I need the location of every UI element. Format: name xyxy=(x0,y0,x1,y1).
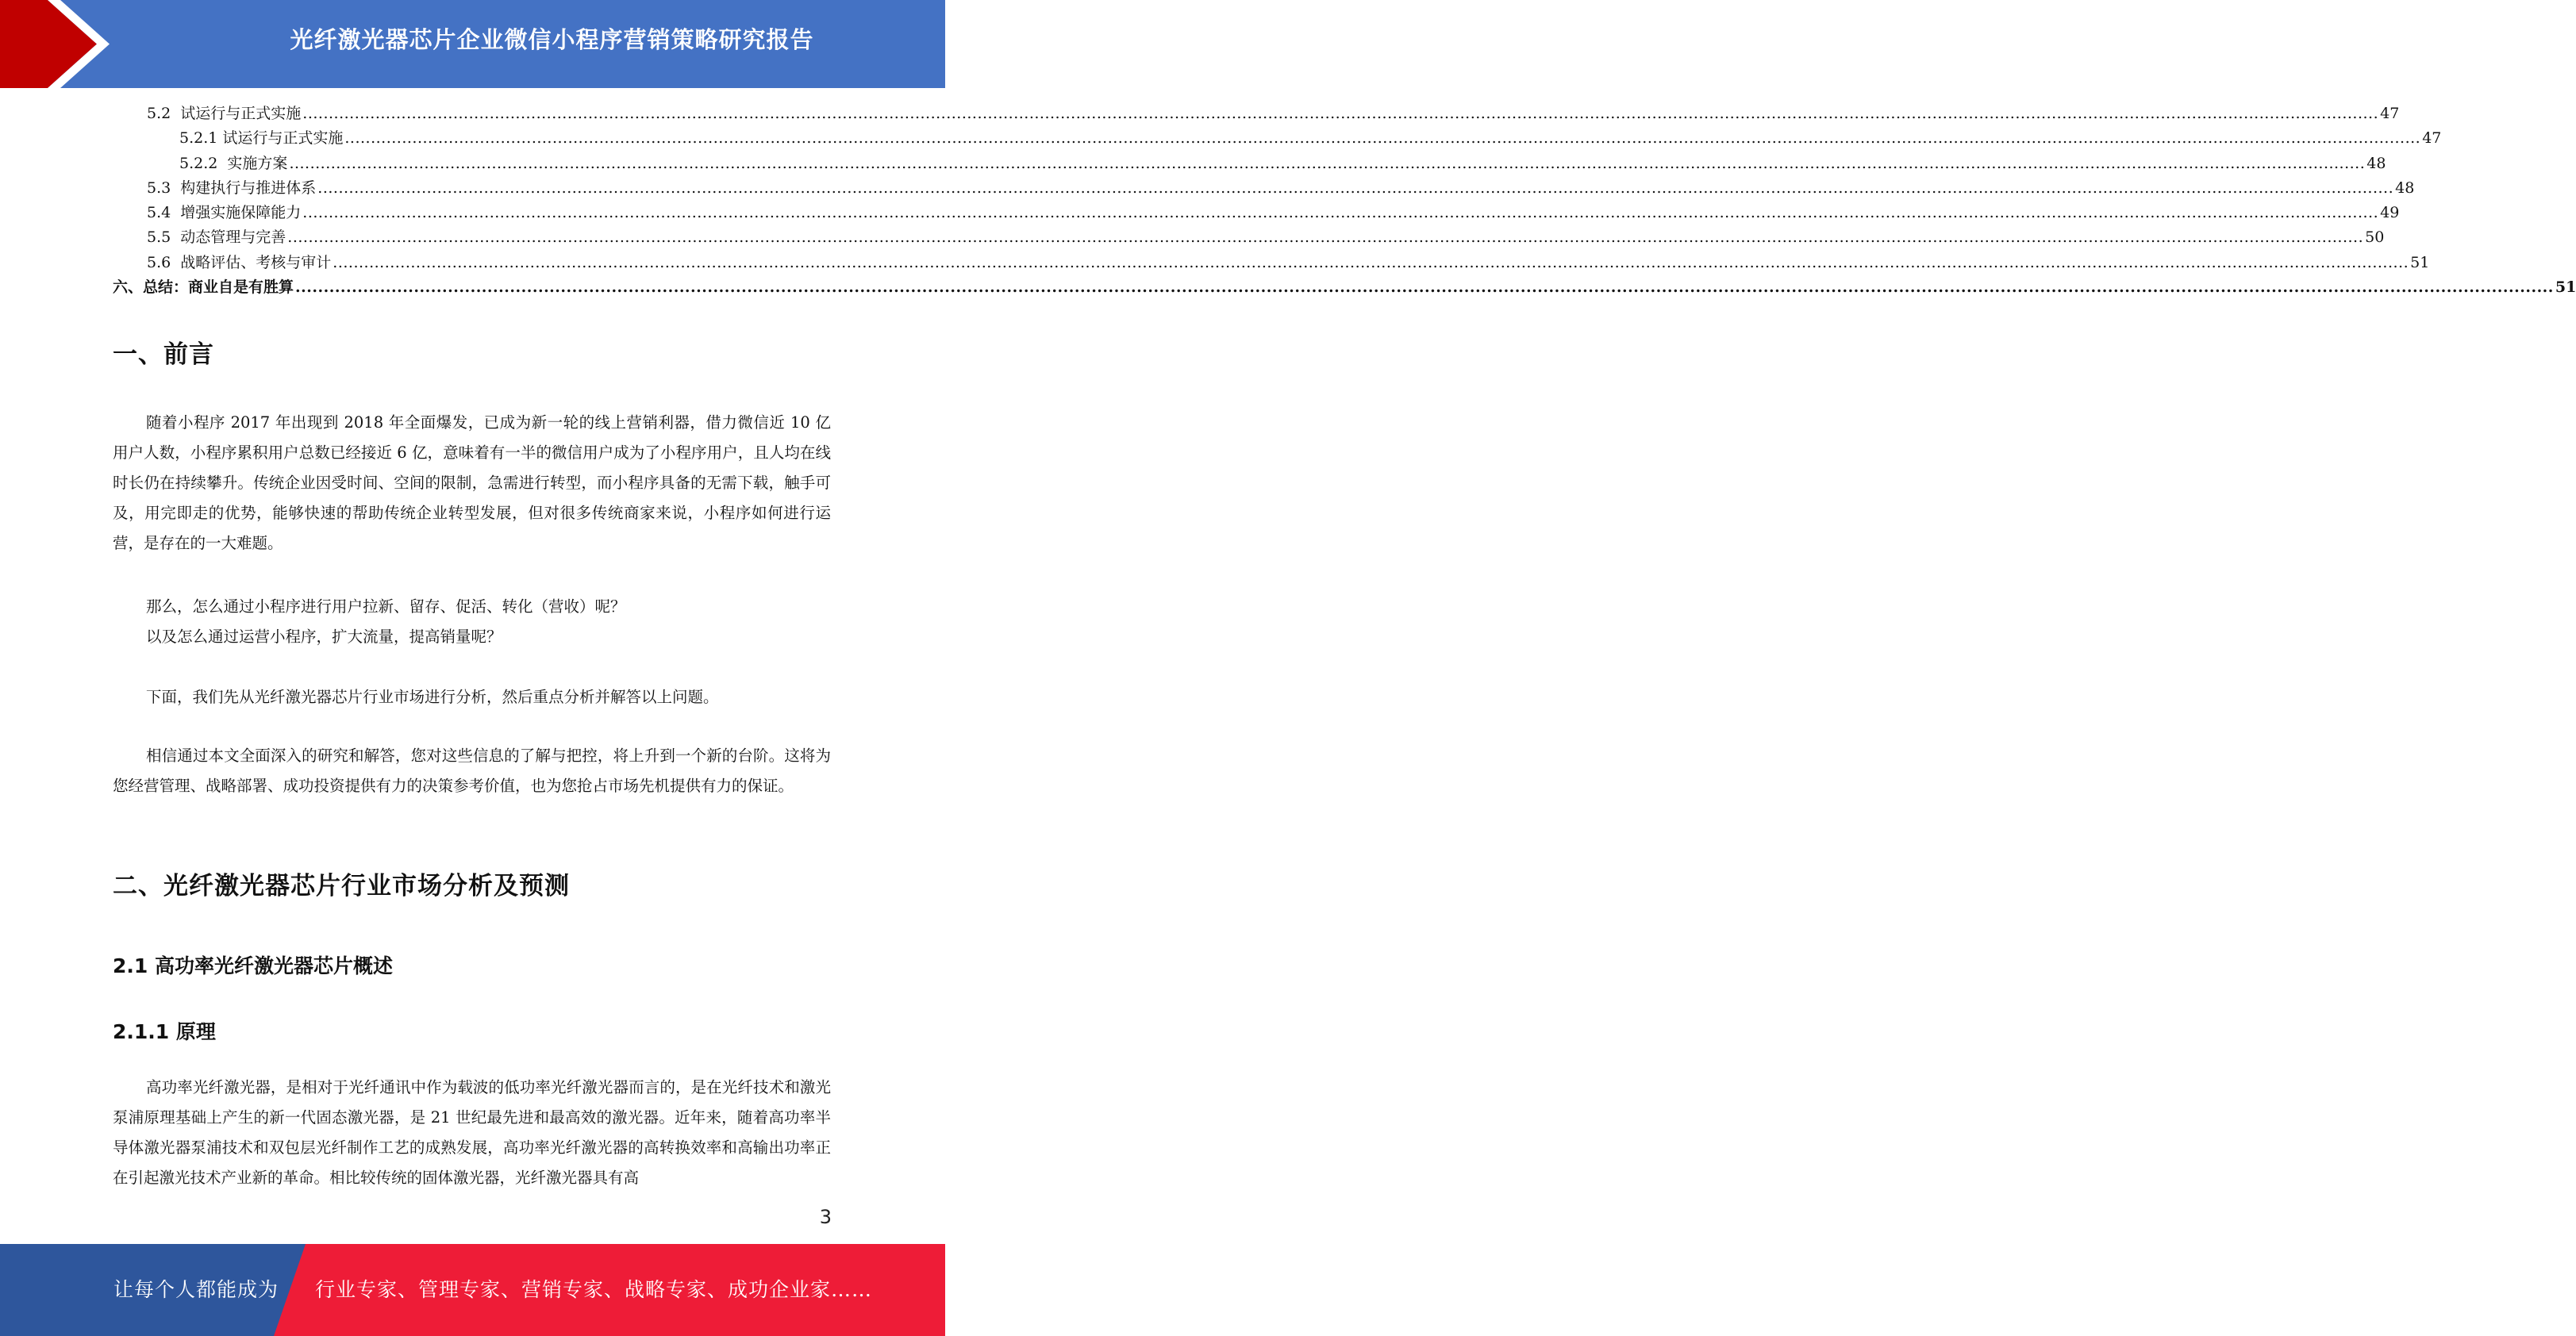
toc-entry-page: 50 xyxy=(2365,228,2385,247)
header-title: 光纤激光器芯片企业微信小程序营销策略研究报告 xyxy=(290,26,814,53)
footer-slogan-right: 行业专家、管理专家、营销专家、战略专家、成功企业家…… xyxy=(315,1278,873,1301)
toc-entry-label: 5.2.2 实施方案 xyxy=(179,154,288,172)
toc-leader-dots: ................................................................................................................................................................................................................................................................................................................................................................................................................ xyxy=(295,278,2554,297)
toc-leader-dots: ................................................................................................................................................................................................................................................................................................................................................................................................................ xyxy=(333,253,2409,271)
toc-entry[interactable] xyxy=(113,176,2415,201)
page-header xyxy=(0,0,945,88)
toc-entry-label: 5.5 动态管理与完善 xyxy=(147,228,286,247)
toc-entry[interactable] xyxy=(113,102,2400,126)
header-red-arrow xyxy=(0,0,119,88)
toc-leader-dots: ................................................................................................................................................................................................................................................................................................................................................................................................................ xyxy=(289,154,2366,172)
toc-entry-page: 48 xyxy=(2395,179,2415,197)
toc-entry-page: 48 xyxy=(2366,154,2386,172)
toc-leader-dots: ................................................................................................................................................................................................................................................................................................................................................................................................................ xyxy=(302,105,2379,122)
toc-entry[interactable] xyxy=(113,201,2400,225)
paragraph: 下面，我们先从光纤激光器芯片行业市场进行分析，然后重点分析并解答以上问题。 xyxy=(146,688,719,706)
paragraph: 高功率光纤激光器，是相对于光纤通讯中作为载波的低功率光纤激光器而言的，是在光纤技术和激光泵浦原理基础上产生的新一代固态激光器，是 21 世纪最先进和最高效的激光器。近年来，随着高功率半导体激光器泵浦技术和双包层光纤制作工艺的成熟发展，高功率光纤激光器的高转换效率和高输出功率正在引起激光技术产业新的革命。相比较传统的固体激光器，光纤激光器具有高 xyxy=(113,1078,831,1187)
subsection-heading: 2.1.1 原理 xyxy=(113,1020,216,1043)
toc-entry-page: 47 xyxy=(2380,105,2400,122)
toc-leader-dots: ................................................................................................................................................................................................................................................................................................................................................................................................................ xyxy=(287,228,2364,247)
footer-slogan-left: 让每个人都能成为 xyxy=(113,1278,279,1301)
toc-entry-label: 5.2.1 试运行与正式实施 xyxy=(179,129,344,148)
toc-entry-label: 5.3 构建执行与推进体系 xyxy=(147,179,317,197)
subsection-heading: 2.1 高功率光纤激光器芯片概述 xyxy=(113,954,393,977)
toc-entry-page: 51 xyxy=(2555,278,2576,297)
toc-entry-page: 49 xyxy=(2380,204,2400,222)
toc-entry-label: 5.2 试运行与正式实施 xyxy=(147,105,302,122)
toc-entry-label: 六、总结：商业自是有胜算 xyxy=(113,278,294,297)
toc-entry-page: 47 xyxy=(2422,129,2442,148)
toc-entry[interactable] xyxy=(113,275,2576,300)
toc-entry[interactable] xyxy=(113,126,2442,151)
question-line: 以及怎么通过运营小程序，扩大流量，提高销量呢？ xyxy=(146,628,502,646)
toc-entry[interactable] xyxy=(113,152,2386,176)
page-footer xyxy=(0,1244,945,1336)
page-number: 3 xyxy=(819,1206,832,1228)
paragraph: 随着小程序 2017 年出现到 2018 年全面爆发，已成为新一轮的线上营销利器，借力微信近 10 亿用户人数，小程序累积用户总数已经接近 6 亿，意味着有一半的微信用户成为了小程序用户，且人均在线时长仍在持续攀升。传统企业因受时间、空间的限制，急需进行转型，而小程序具备的无需下载，触手可及，用完即走的优势，能够快速的帮助传统企业转型发展，但对很多传统商家来说，小程序如何进行运营，是存在的一大难题。 xyxy=(113,413,831,552)
paragraph: 相信通过本文全面深入的研究和解答，您对这些信息的了解与把控，将上升到一个新的台阶。这将为您经营管理、战略部署、成功投资提供有力的决策参考价值，也为您抢占市场先机提供有力的保证。 xyxy=(113,747,831,795)
toc-leader-dots: ................................................................................................................................................................................................................................................................................................................................................................................................................ xyxy=(344,129,2421,148)
toc-entry-page: 51 xyxy=(2410,253,2430,271)
question-line: 那么，怎么通过小程序进行用户拉新、留存、促活、转化（营收）呢？ xyxy=(146,597,626,616)
toc-leader-dots: ................................................................................................................................................................................................................................................................................................................................................................................................................ xyxy=(302,204,2379,222)
toc-entry-label: 5.4 增强实施保障能力 xyxy=(147,204,302,222)
table-of-contents xyxy=(113,102,2576,300)
toc-entry-label: 5.6 战略评估、考核与审计 xyxy=(147,253,332,271)
toc-entry[interactable] xyxy=(113,225,2385,250)
toc-entry[interactable] xyxy=(113,251,2430,275)
section-heading-preface: 一、前言 xyxy=(113,340,214,369)
toc-leader-dots: ................................................................................................................................................................................................................................................................................................................................................................................................................ xyxy=(317,179,2394,197)
section-heading-market-analysis: 二、光纤激光器芯片行业市场分析及预测 xyxy=(113,872,570,900)
